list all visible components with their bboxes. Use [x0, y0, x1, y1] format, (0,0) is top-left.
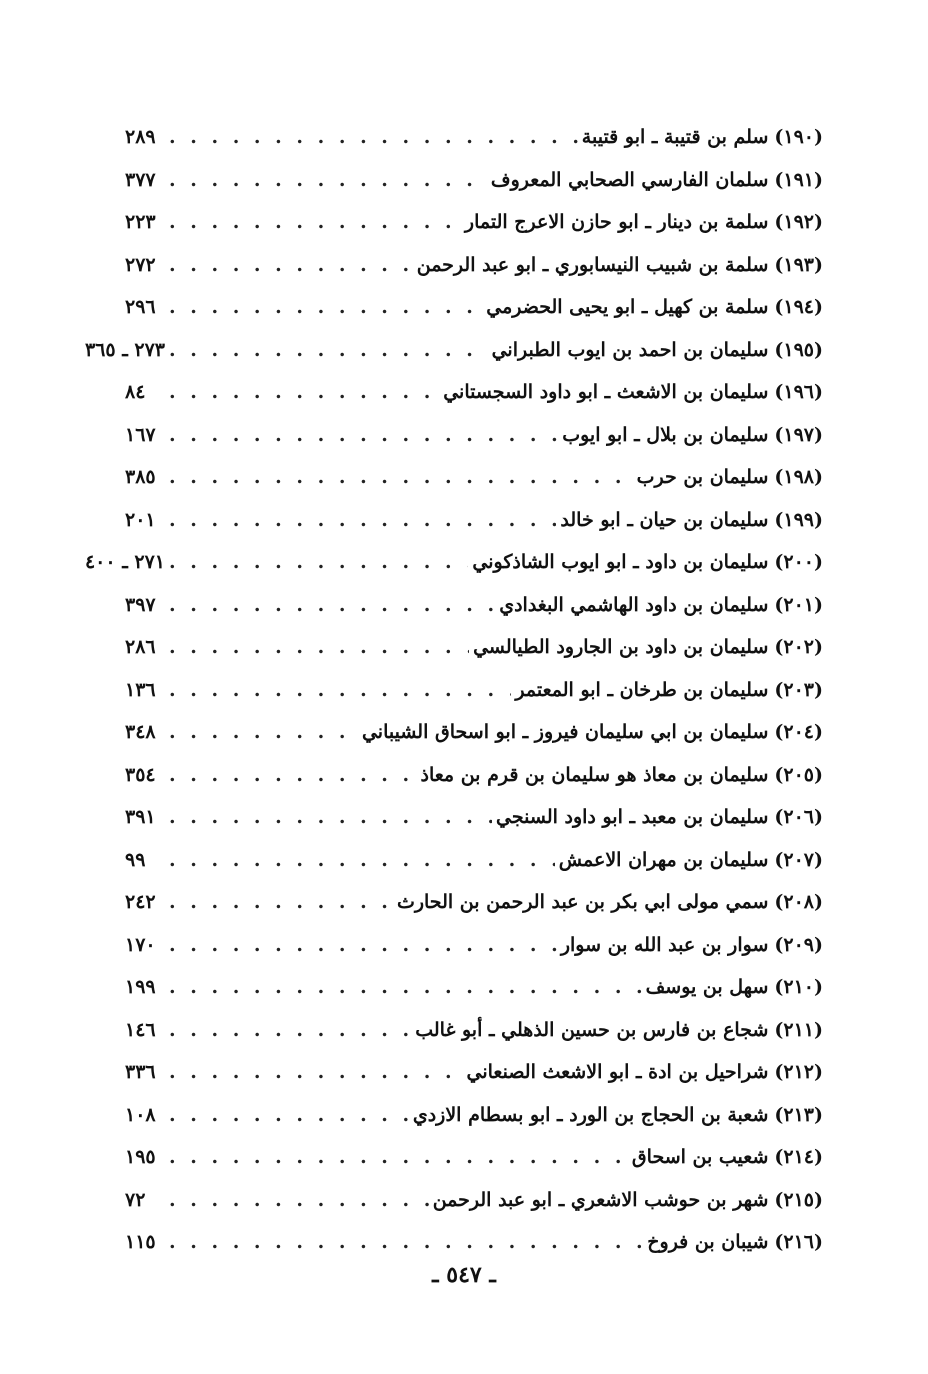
entry-pages: ٢٠١	[125, 508, 156, 531]
entry-number: (١٩١)	[774, 168, 823, 191]
entry-number: (٢٠٧)	[774, 848, 823, 871]
dot-leader	[169, 329, 488, 372]
entry-pages: ٢٧٢	[125, 253, 156, 276]
index-entry	[125, 414, 823, 457]
entry-number: (٢١٥)	[774, 1188, 823, 1211]
dot-leader	[169, 626, 469, 669]
dot-leader	[169, 966, 642, 1009]
entry-name: سليمان بن الاشعث ـ ابو داود السجستاني	[443, 381, 769, 403]
entry-name: سليمان بن معبد ـ ابو داود السنجي	[496, 806, 769, 828]
index-entry	[125, 881, 823, 924]
dot-leader	[169, 1179, 429, 1222]
index-entry	[125, 1221, 823, 1264]
dot-leader	[169, 371, 439, 414]
index-entry	[125, 1009, 823, 1052]
index-entry	[84, 329, 823, 372]
entry-name: سليمان بن مهران الاعمش	[558, 848, 769, 871]
entry-name: شعيب بن اسحاق	[631, 1146, 769, 1168]
dot-leader	[169, 669, 511, 712]
index-entry	[125, 754, 823, 797]
entry-pages: ٣٤٨	[125, 721, 156, 743]
entry-name: سلمة بن كهيل ـ ابو يحيى الحضرمي	[486, 296, 769, 318]
entry-number: (٢٠٦)	[774, 806, 823, 828]
entry-pages: ١٦٧	[125, 423, 156, 446]
entry-name: سليمان بن معاذ هو سليمان بن قرم بن معاذ	[420, 763, 769, 786]
entry-pages: ١٩٩	[125, 976, 156, 998]
entry-name: سلمة بن شبيب النيسابوري ـ ابو عبد الرحمن	[416, 253, 769, 276]
dot-leader	[169, 541, 468, 584]
index-entry	[125, 1051, 823, 1094]
entry-number: (٢٠٥)	[774, 763, 823, 786]
entry-name: سلم بن قتيبة ـ ابو قتيبة	[581, 126, 769, 148]
entry-number: (٢١٢)	[774, 1061, 823, 1083]
entry-pages: ١٣٦	[125, 678, 156, 701]
index-entry	[84, 541, 823, 584]
entry-pages: ١٩٥	[125, 1146, 156, 1168]
entry-name: سليمان بن حيان ـ ابو خالد	[560, 508, 769, 531]
entry-name: سليمان بن داود بن الجارود الطيالسي	[473, 636, 769, 658]
entry-pages: ٢٨٩	[125, 126, 156, 148]
entry-name: سلمان الفارسي الصحابي المعروف	[490, 168, 769, 191]
entry-number: (١٩٦)	[774, 381, 823, 403]
index-entry	[125, 966, 823, 1009]
dot-leader	[169, 1094, 409, 1137]
entry-name: شهر بن حوشب الاشعري ـ ابو عبد الرحمن	[432, 1188, 769, 1211]
entry-number: (١٩٩)	[774, 508, 823, 531]
dot-leader	[169, 754, 417, 797]
index-entry	[125, 456, 823, 499]
index-entry	[125, 796, 823, 839]
entry-name: شيبان بن فروخ	[647, 1231, 769, 1253]
dot-leader	[169, 839, 555, 882]
entry-number: (٢٠٨)	[774, 891, 823, 913]
entry-name: سلمة بن دينار ـ ابو حازن الاعرج التمار	[464, 211, 769, 233]
index-entry	[125, 499, 823, 542]
entry-number: (٢١١)	[774, 1018, 823, 1041]
entry-name: سمي مولى ابي بكر بن عبد الرحمن بن الحارث	[396, 891, 769, 913]
entry-pages: ١١٥	[125, 1231, 156, 1253]
entry-number: (٢٠٩)	[774, 933, 823, 956]
entry-name: شراحيل بن ادة ـ ابو الاشعث الصنعاني	[466, 1061, 769, 1083]
entry-pages: ٣٣٦	[125, 1061, 156, 1083]
entry-name: شجاع بن فارس بن حسين الذهلي ـ أبو غالب	[415, 1018, 769, 1041]
dot-leader	[169, 924, 557, 967]
index-entry	[125, 1094, 823, 1137]
dot-leader	[169, 1009, 411, 1052]
index-entry	[125, 626, 823, 669]
entry-pages: ٢٤٢	[125, 891, 156, 913]
entry-number: (١٩٥)	[774, 338, 823, 361]
dot-leader	[169, 116, 578, 159]
entry-name: سليمان بن ابي سليمان فيروز ـ ابو اسحاق الشيباني	[361, 721, 769, 743]
entry-name: سليمان بن داود الهاشمي البغدادي	[499, 593, 769, 616]
entry-pages: ٣٩١	[125, 806, 156, 828]
dot-leader	[169, 201, 461, 244]
entry-name: سليمان بن حرب	[636, 466, 769, 488]
index-entry	[125, 924, 823, 967]
entry-name: سهل بن يوسف	[645, 976, 769, 998]
dot-leader	[169, 244, 413, 287]
entry-pages: ٢٧٣ ـ ٣٦٥	[84, 338, 165, 361]
entry-pages: ٢٨٦	[125, 636, 156, 658]
entry-name: سوار بن عبد الله بن سوار	[560, 933, 769, 956]
dot-leader	[169, 286, 482, 329]
index-entry	[125, 371, 823, 414]
dot-leader	[169, 414, 558, 457]
index-entry	[125, 711, 823, 754]
entry-pages: ٩٩	[125, 848, 146, 871]
entry-name: سليمان بن احمد بن ايوب الطبراني	[491, 338, 769, 361]
entry-number: (٢٠٢)	[774, 636, 823, 658]
entry-number: (١٩٨)	[774, 466, 823, 488]
entry-pages: ٢٢٣	[125, 211, 156, 233]
index-entry	[125, 839, 823, 882]
entry-number: (١٩٢)	[774, 211, 823, 233]
entry-number: (١٩٤)	[774, 296, 823, 318]
entry-pages: ٢٧١ ـ ٤٠٠	[84, 551, 165, 573]
entry-number: (٢١٦)	[774, 1231, 823, 1253]
entry-number: (١٩٧)	[774, 423, 823, 446]
index-entry	[125, 584, 823, 627]
index-entry	[125, 244, 823, 287]
dot-leader	[169, 796, 492, 839]
entry-pages: ٣٧٧	[125, 168, 156, 191]
entry-number: (٢١٣)	[774, 1103, 823, 1126]
entry-pages: ٣٩٧	[125, 593, 156, 616]
entry-number: (٢٠١)	[774, 593, 823, 616]
index-entry	[125, 201, 823, 244]
entry-name: شعبة بن الحجاج بن الورد ـ ابو بسطام الازدي	[412, 1103, 769, 1126]
entry-number: (١٩٠)	[774, 126, 823, 148]
entry-pages: ٣٨٥	[125, 466, 156, 488]
entry-pages: ١٠٨	[125, 1103, 156, 1126]
dot-leader	[169, 456, 633, 499]
dot-leader	[169, 1136, 628, 1179]
page-number: ـ ٥٤٧ ـ	[432, 1262, 496, 1288]
dot-leader	[169, 1221, 643, 1264]
dot-leader	[169, 584, 495, 627]
entry-number: (٢٠٣)	[774, 678, 823, 701]
entry-pages: ٧٢	[125, 1188, 146, 1211]
index-entry	[125, 669, 823, 712]
entry-pages: ٨٤	[125, 381, 146, 403]
entry-pages: ٣٥٤	[125, 763, 156, 786]
dot-leader	[169, 711, 358, 754]
index-entry	[125, 159, 823, 202]
entry-name: سليمان بن بلال ـ ابو ايوب	[562, 423, 769, 446]
entry-number: (٢١٤)	[774, 1146, 823, 1168]
dot-leader	[169, 159, 487, 202]
entry-name: سليمان بن داود ـ ابو ايوب الشاذكوني	[472, 551, 769, 573]
dot-leader	[169, 881, 393, 924]
index-entry	[125, 1179, 823, 1222]
entry-pages: ١٧٠	[125, 933, 156, 956]
entry-name: سليمان بن طرخان ـ ابو المعتمر	[515, 678, 769, 701]
entry-pages: ١٤٦	[125, 1018, 156, 1041]
index-entry	[125, 286, 823, 329]
entry-number: (٢١٠)	[774, 976, 823, 998]
dot-leader	[169, 1051, 463, 1094]
entry-number: (٢٠٤)	[774, 721, 823, 743]
index-entry	[125, 116, 823, 159]
entry-number: (٢٠٠)	[774, 551, 823, 573]
index-entry	[125, 1136, 823, 1179]
dot-leader	[169, 499, 556, 542]
entry-number: (١٩٣)	[774, 253, 823, 276]
entry-pages: ٢٩٦	[125, 296, 156, 318]
narrator-index-list	[84, 116, 823, 1264]
